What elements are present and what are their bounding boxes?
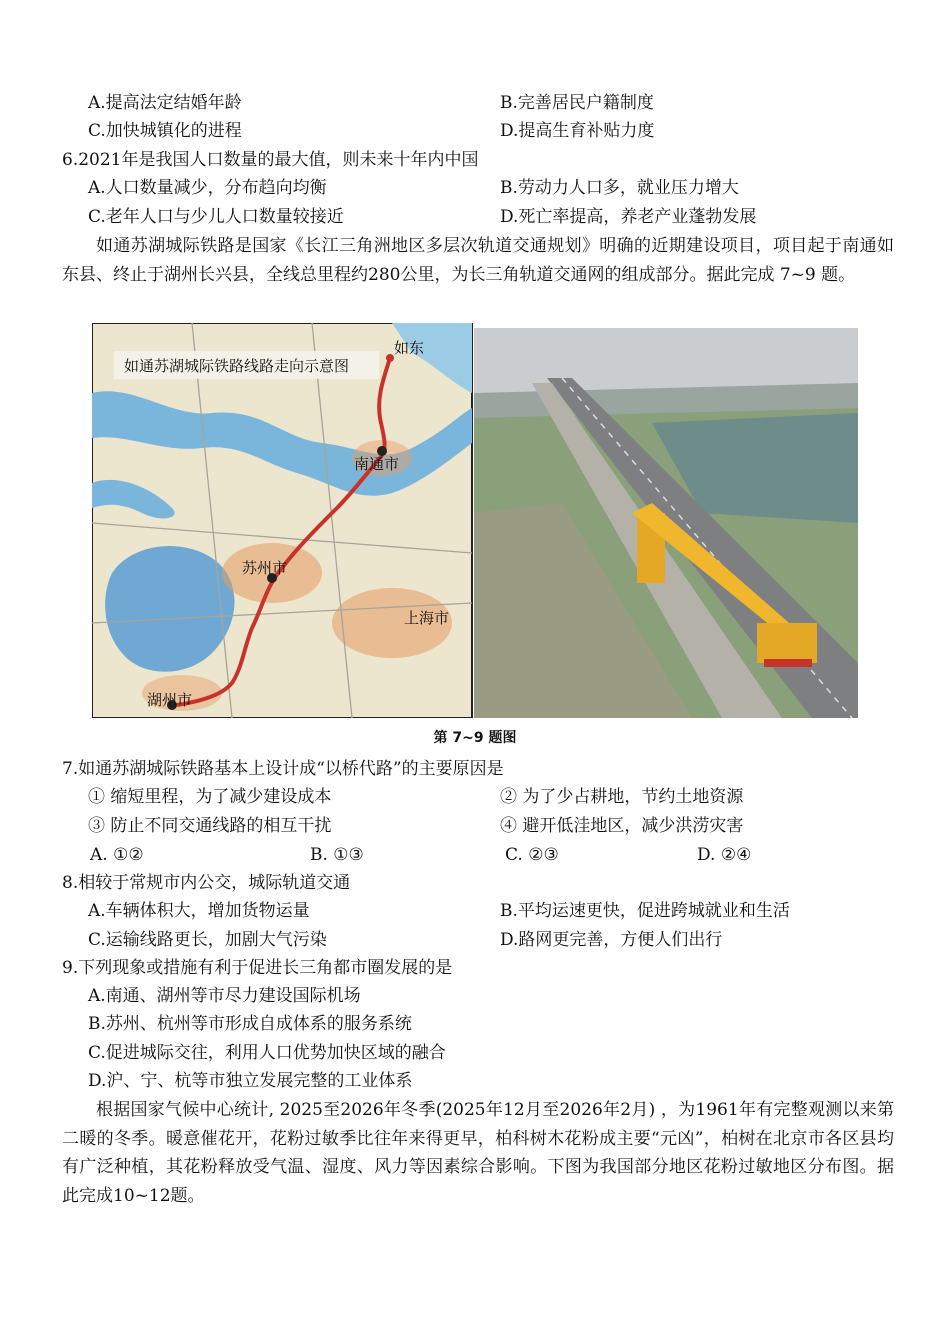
construction-photo [474,328,858,718]
q8-stem: 8.相较于常规市内公交，城际轨道交通 [62,873,351,893]
q7-statement-1: ① 缩短里程，为了减少建设成本 [88,787,332,807]
city-suzhou: 苏州市 [242,559,288,577]
q8-option-b: B.平均运速更快，促进跨城就业和生活 [500,901,790,921]
q7-statement-3: ③ 防止不同交通线路的相互干扰 [88,816,332,836]
city-rudong: 如东 [394,339,425,357]
q9-stem: 9.下列现象或措施有利于促进长三角都市圈发展的是 [62,958,453,978]
q5-option-c: C.加快城镇化的进程 [88,121,242,141]
q5-option-b: B.完善居民户籍制度 [500,93,654,113]
q9-option-d: D.沪、宁、杭等市独立发展完整的工业体系 [88,1071,413,1091]
q7-option-a: A. ①② [90,845,144,865]
route-map [92,323,472,718]
q7-stem: 7.如通苏湖城际铁路基本上设计成“以桥代路”的主要原因是 [62,759,504,779]
passage-pollen: 根据国家气候中心统计, 2025至2026年冬季(2025年12月至2026年2月) ，为1961年有完整观测以来第二暖的冬季。暖意催花开，花粉过敏季比往年来得更早，柏科树木花粉成主要“元凶”，柏树在北京市各区县均有广泛种植，其花粉释放受气温、湿度、风力等因素综合影响。下图为我国部分地区花粉过敏地区分布图。据此完成10~12题。 [62,1100,894,1206]
passage-railway: 如通苏湖城际铁路是国家《长江三角洲地区多层次轨道交通规划》明确的近期建设项目，项目起于南通如东县、终止于湖州长兴县，全线总里程约280公里，为长三角轨道交通网的组成部分。据此完成 7~9 题。 [62,236,894,285]
q6-stem: 6.2021年是我国人口数量的最大值，则未来十年内中国 [62,150,479,170]
figure-7-9 [92,323,858,718]
q5-option-d: D.提高生育补贴力度 [500,121,655,141]
q9-option-c: C.促进城际交往，利用人口优势加快区域的融合 [88,1043,446,1063]
figure-svg [92,323,858,718]
q6-option-c: C.老年人口与少儿人口数量较接近 [88,207,344,227]
map-title: 如通苏湖城际铁路线路走向示意图 [124,357,350,375]
figure-caption: 第 7~9 题图 [433,730,517,746]
q5-option-a: A.提高法定结婚年龄 [88,93,242,113]
q9-option-a: A.南通、湖州等市尽力建设国际机场 [88,986,361,1006]
q7-statement-2: ② 为了少占耕地，节约土地资源 [500,787,744,807]
q7-option-d: D. ②④ [697,845,752,865]
q7-statement-4: ④ 避开低洼地区，减少洪涝灾害 [500,816,744,836]
q8-option-c: C.运输线路更长，加剧大气污染 [88,930,327,950]
q7-option-c: C. ②③ [505,845,559,865]
q6-option-a: A.人口数量减少，分布趋向均衡 [88,178,327,198]
city-huzhou: 湖州市 [147,691,193,709]
q6-option-d: D.死亡率提高，养老产业蓬勃发展 [500,207,757,227]
q6-option-b: B.劳动力人口多，就业压力增大 [500,178,739,198]
city-nantong: 南通市 [354,455,400,473]
q8-option-d: D.路网更完善，方便人们出行 [500,930,723,950]
q9-option-b: B.苏州、杭州等市形成自成体系的服务系统 [88,1014,412,1034]
city-shanghai: 上海市 [404,609,450,627]
q7-option-b: B. ①③ [310,845,364,865]
q8-option-a: A.车辆体积大，增加货物运量 [88,901,310,921]
